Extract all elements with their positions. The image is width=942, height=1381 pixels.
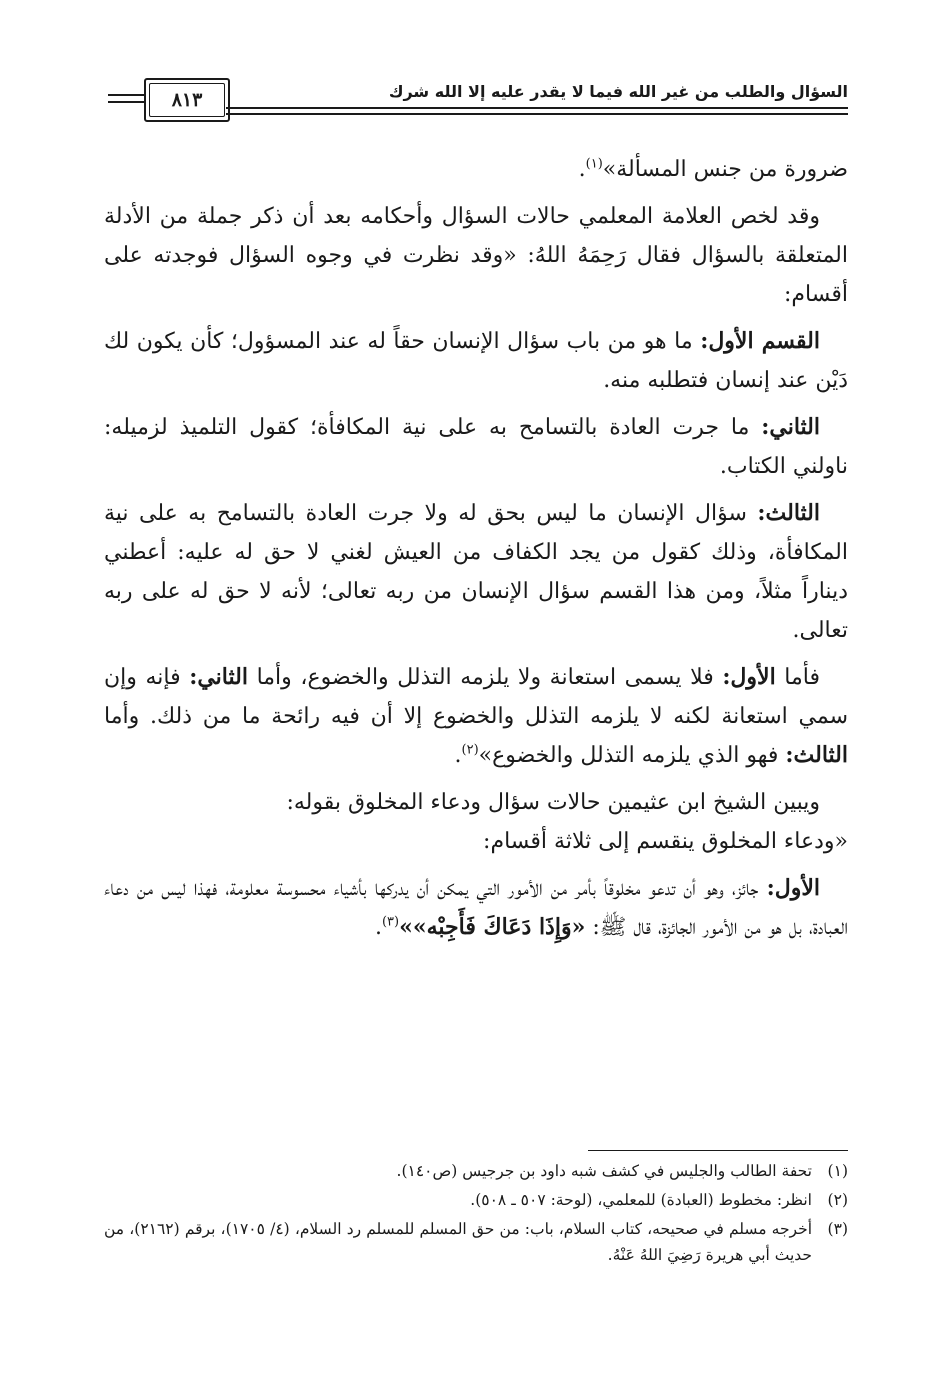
paragraph: فأما الأول: فلا يسمى استعانة ولا يلزمه التذلل والخضوع، وأما الثاني: فإنه وإن سمي استعانة لكنه لا يلزمه التذلل والخضوع إلا أن فيه رائحة ما من ذلك. وأما الثالث: فهو الذي يلزمه التذلل والخضوع»$^{(٢)}$. [104,664,848,768]
section-label: الثاني: [189,664,248,690]
footnote-number: (٢) [827,1191,848,1209]
header-rule [108,94,144,96]
paragraph: الأول: جائز، وهو أن تدعو مخلوقاً بأمر من الأمور التي يمكن أن يدركها بأشياء محسوسة معلومة، فهذا ليس من دعاء العبادة، بل هو من الأمور الجائزة، قال ﷺ: «وَإِذَا دَعَاكَ فَأَجِبْه»»$^{(٣)}$. [104,875,848,940]
section-label: الثالث: [757,500,820,526]
page-number-box [144,78,230,122]
footnote-ref: (١) [585,156,603,172]
footnote-text: تحفة الطالب والجليس في كشف شبه داود بن جرجيس (ص١٤٠). [396,1162,812,1180]
paragraph: الثالث: سؤال الإنسان ما ليس بحق له ولا جرت العادة بالتسامح به على نية المكافأة، وذلك كقول من يجد الكفاف من العيش لغني لا حق له عليه: أعطني ديناراً مثلاً، ومن هذا القسم سؤال الإنسان من ربه تعالى؛ لأنه لا حق له على ربه تعالى. [104,500,848,643]
footnote-number: (١) [827,1162,848,1180]
section-label: الأول: [766,875,820,901]
footnote [104,1216,848,1268]
footnote [104,1187,848,1213]
footnote-ref: (٢) [461,742,479,758]
footnote-text: أخرجه مسلم في صحيحه، كتاب السلام، باب: من حق المسلم للمسلم رد السلام، (٤/ ١٧٠٥)، برقم (٢١٦٢)، من حديث أبي هريرة رَضِيَ اللهُ عَنْهُ. [104,1220,812,1264]
paragraph: ضرورة من جنس المسألة»$^{(١)}$. [578,156,848,182]
paragraph: «ودعاء المخلوق ينقسم إلى ثلاثة أقسام: [483,829,848,854]
footnote-ref: (٣) [381,914,400,930]
running-title: السؤال والطلب من غير الله فيما لا يقدر عليه إلا الله شرك [388,82,848,101]
footnote-number: (٣) [827,1220,848,1238]
paragraph: القسم الأول: ما هو من باب سؤال الإنسان حقاً له عند المسؤول؛ كأن يكون لك دَيْن عند إنسان فتطلبه منه. [104,328,848,393]
footnote [104,1158,848,1184]
paragraph: وقد لخص العلامة المعلمي حالات السؤال وأحكامه بعد أن ذكر جملة من الأدلة المتعلقة بالسؤال فقال رَحِمَهُ اللهُ: «وقد نظرت في وجوه السؤال فوجدته على أقسام: [104,204,848,307]
paragraph: ويبين الشيخ ابن عثيمين حالات سؤال ودعاء المخلوق بقوله: [286,790,820,815]
footnote-text: انظر: مخطوط (العبادة) للمعلمي، (لوحة: ٥٠٧ ـ ٥٠٨). [470,1191,812,1209]
header-rule [226,113,848,115]
section-label: الثاني: [761,414,820,440]
header-rule [108,101,144,103]
footnotes [104,1158,848,1271]
page-number: ٨١٣ [171,89,203,111]
section-label: الأول: [722,664,776,690]
section-label: القسم الأول: [700,328,820,354]
footnote-separator [588,1150,848,1151]
page-header [108,78,848,130]
main-text [104,150,848,955]
hadith-quote: «وَإِذَا دَعَاكَ فَأَجِبْه»» [399,914,586,940]
section-label: الثالث: [785,742,848,768]
paragraph: الثاني: ما جرت العادة بالتسامح به على نية المكافأة؛ كقول التلميذ لزميله: ناولني الكتاب. [104,414,848,479]
header-rule [226,107,848,109]
